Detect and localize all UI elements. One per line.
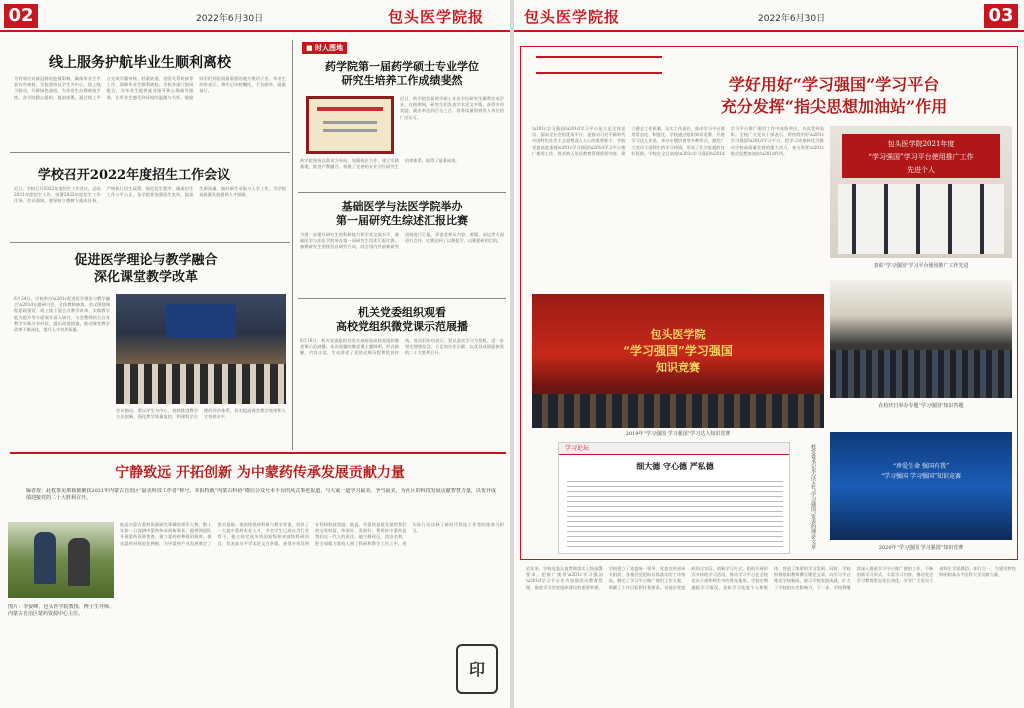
- page-02: [0, 0, 510, 708]
- photo-caption: 在校庆日举办专题“学习强国”知识答题: [878, 403, 964, 409]
- article-screenshot: [558, 442, 790, 554]
- quiz-stage-photo: [532, 294, 824, 428]
- award-photo: [830, 126, 1012, 258]
- column-tag: ■ 时人图地: [302, 42, 347, 54]
- page-03: [514, 0, 1024, 708]
- article-body: 他是内蒙古蒙药资源研究领域的领军人物，数十年如一日深耕中蒙药传承创新事业。他带领团队开展蒙药资源普查，建立蒙药材种质资源库，推动蒙药材规范化种植，为中蒙药产业发展奠定了坚实基础。他始终坚持科研与教学并重，培养了一大批中蒙药专业人才，多名学生已成长为行业骨干。他主持完成多项国家级和省部级科研项目，发表高水平学术论文百余篇，获得多项发明专利和科技奖励。他说，中蒙药是祖先留给我们的宝贵财富，传承好、发展好、利用好中蒙药是我们这一代人的责任。他宁静致远，淡泊名利，把全部精力都投入到了科研和教学工作之中，用实际行动诠释了新时代科技工作者的使命与担当。: [120, 522, 504, 546]
- screenshot-heading: 细大德 守心德 严私德: [636, 461, 714, 471]
- article-title-admissions: 学校召开2022年度招生工作会议: [37, 168, 231, 183]
- award-banner: 包头医学院2021年度 “学习强国”学习平台使用推广工作 先进个人: [842, 134, 1000, 178]
- page-number: 03: [984, 4, 1018, 28]
- page-date: 2022年6月30日: [758, 14, 826, 24]
- quiz-stage-photo-2: [830, 432, 1012, 540]
- article-body: 为有效应对新冠肺炎疫情影响，确保毕业生平安有序离校，学校坚持以学生为中心，线上线下联动，开辟绿色通道，为毕业生办理离校手续。各学院精心组织，提前部署，通过线上平台完成学籍审核、档案转递、党团关系转接等工作，保障毕业生顺利离校。学校各部门协同配合，为毕业生提供就业指导和心理疏导服务，让毕业生感受到母校的温暖与关怀，鼓励同学们到祖国最需要的地方建功立业。毕业生纷纷表示，将牢记母校嘱托，不负韶华，砥砺前行。: [14, 76, 286, 100]
- feature-title: 学好用好“学习强国”学习平台 充分发挥“指尖思想加油站”作用: [720, 75, 948, 116]
- article-title-basic-medicine: 基础医学与法医学院举办 第一届研究生综述汇报比赛: [336, 200, 468, 227]
- stage-banner-2: “珍爱生命 强国有我” “学习强国 学习强国”知识竞赛: [880, 463, 962, 480]
- article-title-mongolian-medicine: 宁静致远 开拓创新 为中蒙药传承发展贡献力量: [115, 465, 405, 481]
- article-body: 药学院坚持以需求为导向，加强校企合作，建立实践基地，推进产教融合，构建了完善的专业学位研究生培养体系，取得了显著成效。: [300, 158, 460, 170]
- screenshot-caption: 校党委书记李汉宝在“学习强国”发表的理论文章: [810, 444, 816, 550]
- page-header: [514, 0, 1024, 32]
- meeting-photo: [116, 294, 286, 404]
- feature-body: \u201c学习强国\u201d学习平台是立足全体党员、面向全社会的优质平台，是推动习近平新时代中国特色社会主义思想深入人心的重要抓手。学校党委高度重视\u201c学习强国\u201d学习平台推广使用工作，将其纳入党员教育管理重要内容，建立健全工作机制，压实工作责任，推动学习平台使用常态化、制度化。学校通过组织知识竞赛、开展学习达人评选、举办专题培训等多种形式，激发广大党员干部师生的学习热情，形成了比学赶超的良好氛围。学校在全区高校\u201c学习强国\u201d学习平台推广使用工作中成绩突出，多次受到表彰。全校广大党员干部表示，将持续用好\u201c学习强国\u201d学习平台，把学习成果转化为推动学校高质量发展的强大动力，充分发挥\u201c指尖思想加油站\u201d作用。: [532, 126, 824, 156]
- page-date: 2022年6月30日: [196, 14, 264, 24]
- editor-note: 编者按：此枚参见堪载被聚获2021年内蒙古自治区“最美科技工作者”称号，本报特载“内蒙古科协”微信公众号本平台的风式事迹报道，与大家一道学习最美、争当最美，为社区的科技发展贡献智慧力量，以优异成绩迎接党的二十大胜利召开。: [26, 488, 496, 501]
- article-body: 为进一步提升研究生的科研能力和学术交流水平，基础医学与法医学院举办第一届研究生综述汇报比赛。参赛研究生围绕各自研究方向，结合国内外最新研究进展进行汇报，评委老师从内容、逻辑、表达等方面进行点评，比赛达到了以赛促学、以赛促研的目的。: [300, 232, 504, 250]
- certificate-photo: [306, 96, 394, 154]
- masthead: 包头医学院报: [524, 8, 621, 26]
- masthead: 包头医学院报: [388, 8, 485, 26]
- article-title-pharmacy: 药学院第一届药学硕士专业学位 研究生培养工作成绩斐然: [325, 60, 479, 87]
- audience-photo: [830, 280, 1012, 398]
- article-title-teaching: 促进医学理论与教学融合 深化课堂教学改革: [74, 253, 218, 285]
- screenshot-header: 学习论坛: [559, 443, 790, 455]
- photo-caption: 2019年“学习强国 学习强国”学习达人知识竞赛: [625, 431, 731, 437]
- article-body: 近年来，学校党委认真贯彻落实上级部署要求，把推广使用\u201c学习强国\u201d学习平台作为加强党员教育管理、推进学习型党组织建设的重要举措。学校建立了党委统一领导、党委宣传部牵头组织、各基层党组织具体落实的工作格局，制定了学习平台推广使用工作方案，明确了工作目标和任务要求。各基层党组织结合实际，创新学习方式，组织开展形式多样的学习活动，推动学习平台在全校党员干部和师生中的普及使用。学校定期通报学习情况，表彰学习先进个人和集体，营造了浓厚的学习氛围。同时，学校积极组织教师撰写理论文章，向学习平台推送学校新闻，展示学校发展成就，扩大了学校的社会影响力。下一步，学校将继续深入推进学习平台推广使用工作，不断创新学习形式，丰富学习内容，推动党史学习教育常态化长效化，引导广大党员干部师生学思践悟、知行合一，为建设特色鲜明的高水平医科大学贡献力量。: [526, 566, 1016, 590]
- article-body: 6月16日，机关党委组织各党支部观看高校党组织微党课示范展播。本次展播的微党课主题鲜明、形式新颖、内容丰富，生动讲述了党的光辉历程和优良传统。党员们纷纷表示，要以此次学习为契机，进一步坚定理想信念，立足岗位作贡献，以优异成绩迎接党的二十大胜利召开。: [300, 338, 504, 356]
- field-photo: [8, 522, 114, 598]
- seal-stamp: 印: [452, 640, 502, 698]
- article-title-graduates: 线上服务护航毕业生顺利离校: [49, 55, 231, 71]
- article-body: 6月24日，学校举办\u201c促进医学理论与教学融合\u201d专题研讨会，全体教师参加。会议围绕课程思政建设、线上线下混合式教学改革、实践教学能力提升等方面展开深入研讨，与会教师结合自身教学实践分享经验，提出改进措施，推动课堂教学改革不断深化，提升人才培养质量。: [14, 296, 110, 333]
- photo-caption: 2020年“学习强国 学习强国”知识竞赛: [878, 545, 964, 551]
- page-header: [0, 0, 510, 32]
- stage-banner: 包头医学院 “学习强国”学习强国 知识竞赛: [623, 328, 733, 374]
- article-body: 会议指出，要以学生为中心，持续推进教学方法创新，强化教学质量监控，构建科学合理的评价体系，切实提高课堂教学效果和人才培养水平。: [116, 408, 286, 420]
- page-number: 02: [4, 4, 38, 28]
- photo-caption: 表彰“学习强国”学习平台使用推广工作先进: [873, 263, 969, 269]
- photo-caption: 图片：李晏峰，包头医学院教授、博士生导师。内蒙古自治区蒙药资源中心主任。: [8, 604, 114, 617]
- article-body: 近日，学校召开2022年度招生工作会议，总结2021年度招生工作，部署2022年度招生工作任务。会议强调，要坚持立德树人根本任务，严格执行招生政策，规范招生程序，确保招生工作公平公正。各学院要加强招生宣传，提高生源质量，做好新生录取与入学工作，为学校高质量发展提供人才保障。: [14, 186, 286, 204]
- article-title-party: 机关党委组织观看 高校党组织微党课示范展播: [336, 306, 468, 333]
- article-body: 近日，药学院首届药学硕士专业学位研究生顺利完成学业。在校期间，研究生们发表学术论文多篇，获得多项奖励，就业率达到百分之百，培养质量得到用人单位的广泛认可。: [400, 96, 504, 120]
- decorative-band: [536, 56, 662, 74]
